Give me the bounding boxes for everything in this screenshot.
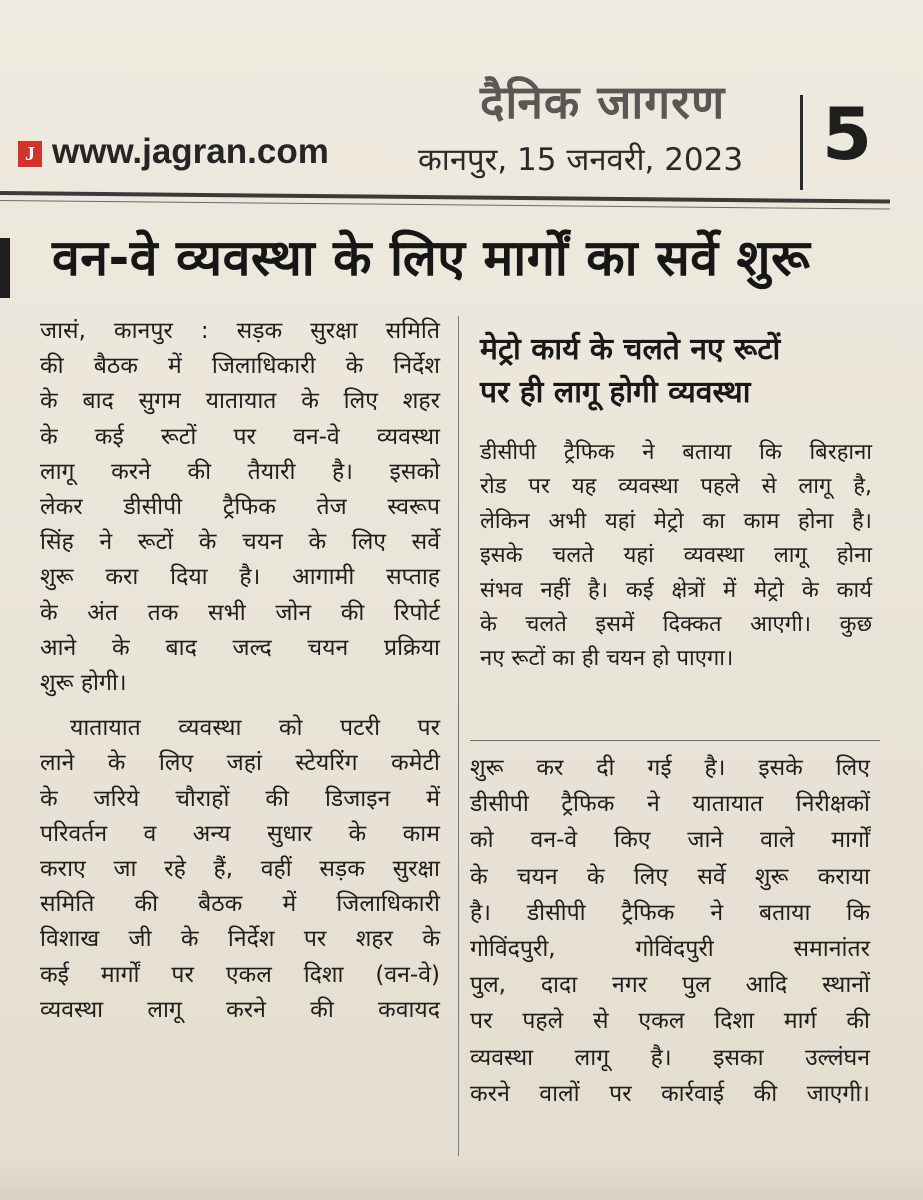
text-line: समिति की बैठक में जिलाधिकारी xyxy=(40,891,440,918)
text-line: लागू करने की तैयारी है। इसको xyxy=(40,458,440,485)
text-line: आने के बाद जल्द चयन प्रक्रिया xyxy=(40,634,440,661)
left-paragraph-1 xyxy=(40,314,440,701)
text-line: लेकिन अभी यहां मेट्रो का काम होना है। xyxy=(480,508,872,534)
left-paragraph-2 xyxy=(40,711,440,1028)
text-line: सिंह ने रूटों के चयन के लिए सर्वे xyxy=(40,529,440,556)
text-line: के बाद सुगम यातायात के लिए शहर xyxy=(40,388,440,415)
text-line: संभव नहीं है। कई क्षेत्रों में मेट्रो के कार्य xyxy=(480,577,872,603)
text-line: लाने के लिए जहां स्टेयरिंग कमेटी xyxy=(40,750,440,777)
text-line: विशाख जी के निर्देश पर शहर के xyxy=(40,926,440,953)
left-column xyxy=(40,314,440,1028)
text-line: के चलते इसमें दिक्कत आएगी। कुछ xyxy=(480,612,872,638)
masthead-title: दैनिक जागरण xyxy=(480,75,726,129)
page-number: 5 xyxy=(822,92,873,176)
masthead-divider xyxy=(800,95,803,190)
box-divider xyxy=(470,740,880,741)
text-line: है। डीसीपी ट्रैफिक ने बताया कि xyxy=(470,899,870,926)
text-line: डीसीपी ट्रैफिक ने बताया कि बिरहाना xyxy=(480,440,872,465)
text-line: लेकर डीसीपी ट्रैफिक तेज स्वरूप xyxy=(40,494,440,521)
text-line: शुरू कर दी गई है। इसके लिए xyxy=(470,755,870,781)
text-line: पर पहले से एकल दिशा मार्ग की xyxy=(470,1008,870,1035)
subheading-line: मेट्रो कार्य के चलते नए रूटों xyxy=(480,332,781,367)
headline-marker xyxy=(0,238,10,298)
website-url: www.jagran.com xyxy=(52,132,329,171)
text-line: की बैठक में जिलाधिकारी के निर्देश xyxy=(40,353,440,380)
text-line: गोविंदपुरी, गोविंदपुरी समानांतर xyxy=(470,936,870,963)
article-subheading xyxy=(480,328,900,414)
subheading-line: पर ही लागू होगी व्यवस्था xyxy=(480,375,751,410)
page-shadow xyxy=(0,1160,923,1200)
text-line: रोड पर यह व्यवस्था पहले से लागू है, xyxy=(480,474,872,500)
text-line: यातायात व्यवस्था को पटरी पर xyxy=(70,715,440,742)
text-line: इसके चलते यहां व्यवस्था लागू होना xyxy=(480,543,872,569)
text-line: के कई रूटों पर वन-वे व्यवस्था xyxy=(40,423,440,450)
article-headline: वन-वे व्यवस्था के लिए मार्गों का सर्वे शुरू xyxy=(52,229,811,287)
text-line: डीसीपी ट्रैफिक ने यातायात निरीक्षकों xyxy=(470,791,870,818)
right-column-box xyxy=(480,436,872,677)
text-line: व्यवस्था लागू करने की कवायद xyxy=(40,996,440,1023)
text-line: कराए जा रहे हैं, वहीं सड़क सुरक्षा xyxy=(40,856,440,883)
text-line: के अंत तक सभी जोन की रिपोर्ट xyxy=(40,599,440,626)
text-line: पुल, दादा नगर पुल आदि स्थानों xyxy=(470,972,870,999)
text-line: करने वालों पर कार्रवाई की जाएगी। xyxy=(470,1080,870,1107)
text-line: के चयन के लिए सर्वे शुरू कराया xyxy=(470,863,870,890)
column-divider xyxy=(458,316,459,1156)
text-line: शुरू होगी। xyxy=(40,670,127,697)
text-line: शुरू करा दिया है। आगामी सप्ताह xyxy=(40,564,440,591)
dateline: कानपुर, 15 जनवरी, 2023 xyxy=(418,142,744,178)
text-line: जासं, कानपुर : सड़क सुरक्षा समिति xyxy=(40,318,440,344)
jagran-logo-icon: J xyxy=(18,141,42,167)
right-column xyxy=(470,750,870,1112)
text-line: को वन-वे किए जाने वाले मार्गों xyxy=(470,827,870,854)
text-line: परिवर्तन व अन्य सुधार के काम xyxy=(40,820,440,847)
text-line: के जरिये चौराहों की डिजाइन में xyxy=(40,785,440,812)
text-line: नए रूटों का ही चयन हो पाएगा। xyxy=(480,646,734,672)
text-line: व्यवस्था लागू है। इसका उल्लंघन xyxy=(470,1044,870,1071)
text-line: कई मार्गों पर एकल दिशा (वन-वे) xyxy=(40,961,440,988)
